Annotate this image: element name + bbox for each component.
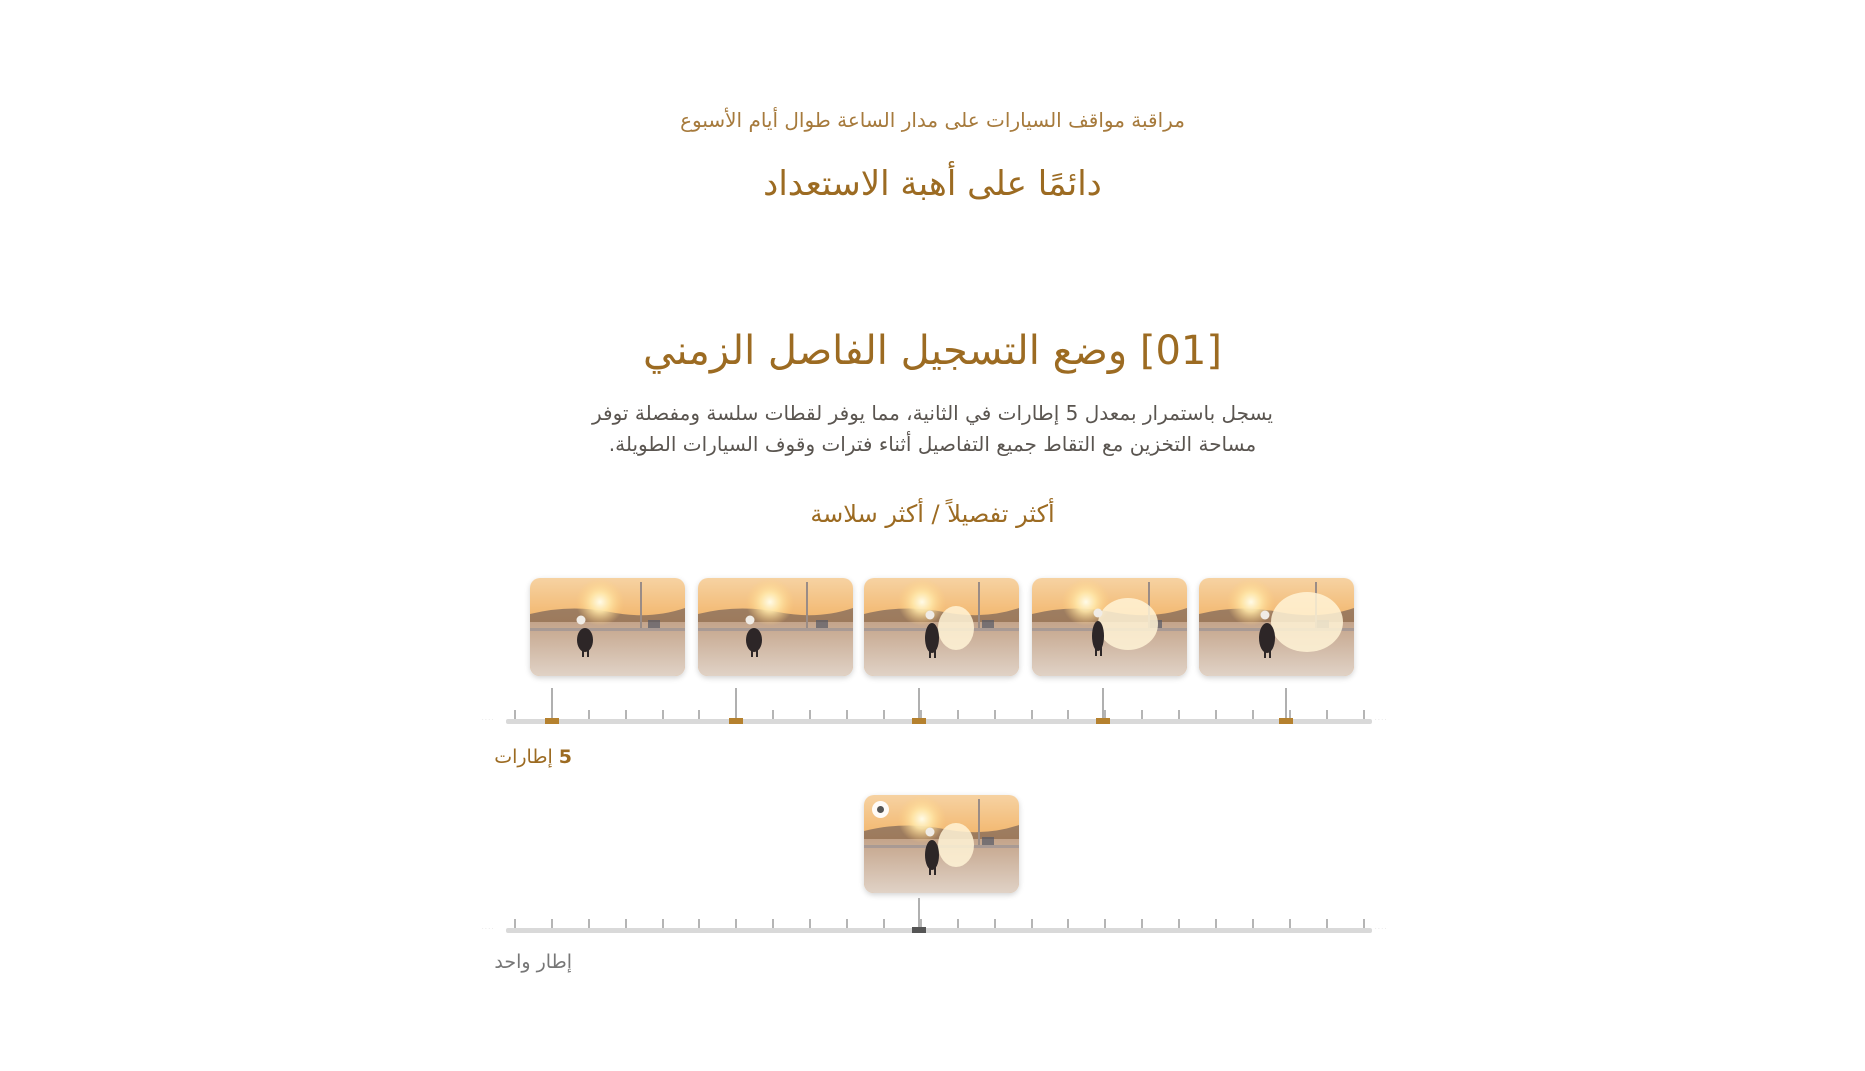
- timeline-end-cap: · · · ·: [1375, 717, 1387, 723]
- timeline-track-multi: [506, 719, 1372, 724]
- timeline-frame-3: [864, 578, 1019, 676]
- single-frame-label: إطار واحد: [494, 951, 572, 973]
- timeline-frame-2: [698, 578, 853, 676]
- timeline-tick: [698, 710, 700, 719]
- timeline-start-cap-single: · · · ·: [482, 926, 494, 932]
- record-icon: [872, 801, 889, 818]
- timeline-tick: [1031, 710, 1033, 719]
- feature-title: [01] وضع التسجيل الفاصل الزمني: [643, 328, 1222, 374]
- timeline-tick: [772, 710, 774, 719]
- timeline-tick: [1141, 710, 1143, 719]
- timeline-tick: [1067, 710, 1069, 719]
- timeline-tick: [588, 919, 590, 928]
- feature-description: يسجل باستمرار بمعدل 5 إطارات في الثانية، مما يوفر لقطات سلسة ومفصلة توفر مساحة التخزين مع التقاط جميع التفاصيل أثناء فترات وقوف السيارات الطويلة.: [592, 401, 1273, 456]
- timeline-frame-marker: [545, 718, 559, 724]
- multi-frame-label: [494, 746, 572, 768]
- timeline-tick: [1215, 710, 1217, 719]
- timeline-tick: [1363, 710, 1365, 719]
- timeline-tick: [625, 710, 627, 719]
- timeline-frame-stem: [1102, 688, 1104, 719]
- multi-frame-count: 5: [558, 746, 572, 768]
- timeline-tick: [1178, 710, 1180, 719]
- timeline-end-cap-single: · · · ·: [1375, 926, 1387, 932]
- timeline-tick: [772, 919, 774, 928]
- timeline-frame-stem: [735, 688, 737, 719]
- timeline-tick: [1289, 919, 1291, 928]
- timeline-tick: [883, 710, 885, 719]
- timeline-tick: [698, 919, 700, 928]
- timeline-frame-marker: [1096, 718, 1110, 724]
- single-frame-thumbnail: [864, 795, 1019, 893]
- timeline-tick: [994, 919, 996, 928]
- timeline-frame-4: [1032, 578, 1187, 676]
- timeline-tick: [662, 919, 664, 928]
- hero-headline: دائمًا على أهبة الاستعداد: [763, 164, 1102, 204]
- timeline-tick: [809, 710, 811, 719]
- hero-eyebrow: مراقبة مواقف السيارات على مدار الساعة طوال أيام الأسبوع: [680, 108, 1185, 132]
- timeline-tick: [809, 919, 811, 928]
- timeline-frame-marker: [729, 718, 743, 724]
- timeline-tick: [514, 710, 516, 719]
- timeline-frame-marker: [912, 927, 926, 933]
- timeline-tick: [551, 919, 553, 928]
- multi-frame-unit: إطارات: [494, 746, 553, 768]
- timeline-frame-5: [1199, 578, 1354, 676]
- feature-subheading: أكثر تفصيلاً / أكثر سلاسة: [810, 500, 1055, 528]
- timeline-tick: [1326, 710, 1328, 719]
- timeline-tick: [957, 919, 959, 928]
- timeline-tick: [662, 710, 664, 719]
- timeline-start-cap: · · · ·: [482, 717, 494, 723]
- timeline-tick: [1067, 919, 1069, 928]
- timeline-frame-stem: [918, 898, 920, 928]
- timeline-frame-stem: [1285, 688, 1287, 719]
- timeline-tick: [588, 710, 590, 719]
- timeline-frame-stem: [551, 688, 553, 719]
- timeline-tick: [625, 919, 627, 928]
- timeline-track-single: [506, 928, 1372, 933]
- timeline-tick: [994, 710, 996, 719]
- timeline-tick: [1252, 710, 1254, 719]
- timeline-frame-marker: [1279, 718, 1293, 724]
- timeline-tick: [1326, 919, 1328, 928]
- timeline-tick: [957, 710, 959, 719]
- timeline-tick: [735, 919, 737, 928]
- timeline-tick: [1178, 919, 1180, 928]
- timeline-tick: [1363, 919, 1365, 928]
- timeline-tick: [883, 919, 885, 928]
- timeline-tick: [1104, 919, 1106, 928]
- timeline-tick: [1031, 919, 1033, 928]
- timeline-tick: [1215, 919, 1217, 928]
- timeline-frame-1: [530, 578, 685, 676]
- timeline-tick: [514, 919, 516, 928]
- timeline-tick: [1141, 919, 1143, 928]
- timeline-tick: [1252, 919, 1254, 928]
- timeline-frame-marker: [912, 718, 926, 724]
- timeline-tick: [846, 919, 848, 928]
- timeline-frame-stem: [918, 688, 920, 719]
- timeline-tick: [846, 710, 848, 719]
